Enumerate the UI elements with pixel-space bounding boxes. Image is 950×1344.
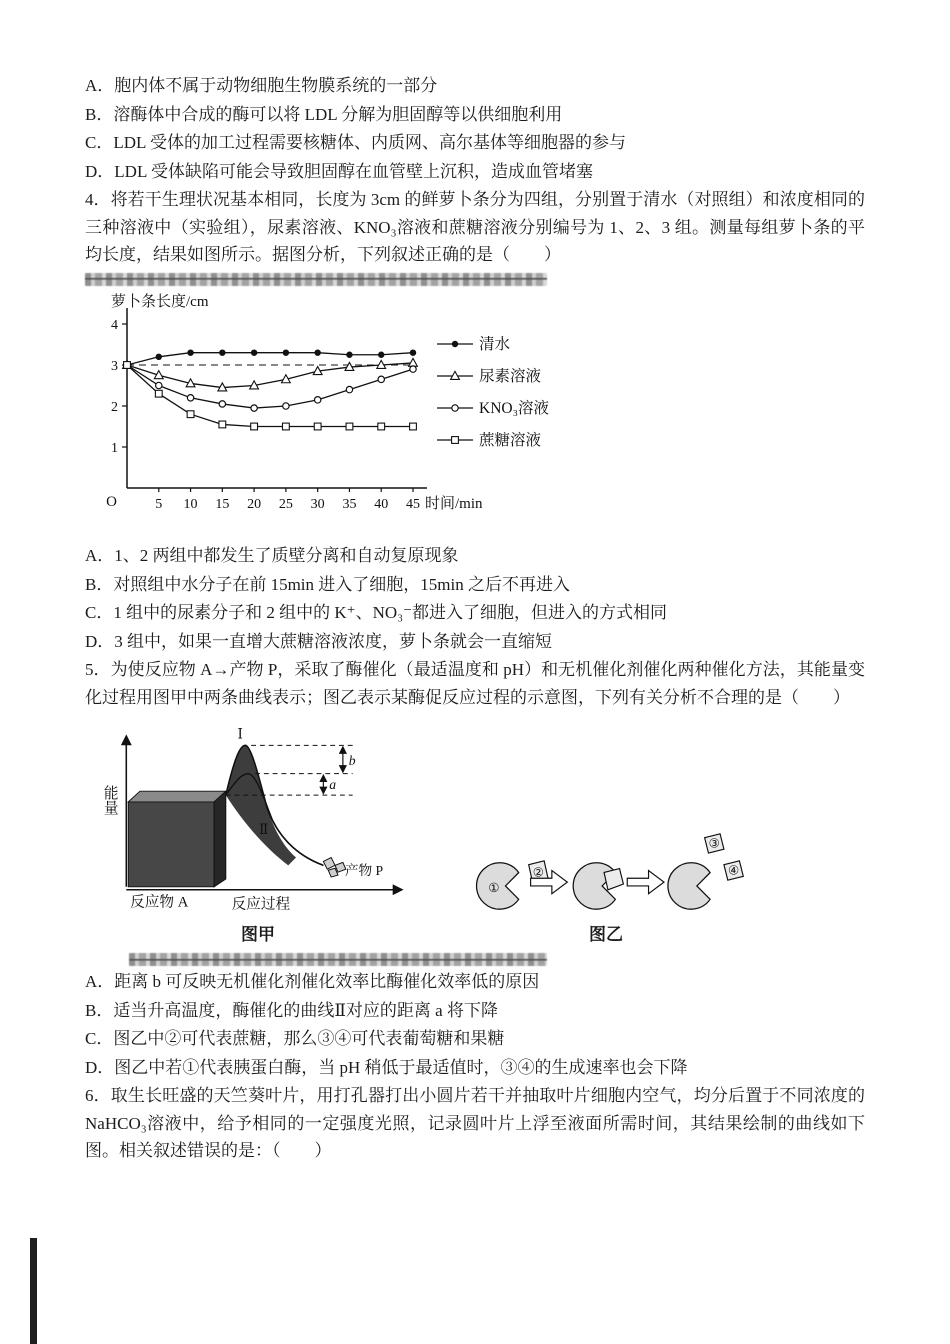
- product-label: 产物 P: [344, 863, 384, 879]
- enzyme-diagram-svg: [461, 822, 751, 919]
- svg-text:20: 20: [247, 496, 262, 512]
- series-line-2: [124, 362, 416, 411]
- smudged-text-line: [85, 273, 547, 286]
- figure-jia: [97, 719, 419, 949]
- svg-text:35: 35: [342, 496, 357, 512]
- peak-one-fill: [226, 746, 296, 866]
- energy-axis-label: 能量: [101, 785, 118, 816]
- series-line-1: [123, 358, 418, 391]
- q5-option-c: C．图乙中②可代表蔗糖，那么③④可代表葡萄糖和果糖: [85, 1029, 505, 1049]
- svg-text:5: 5: [155, 496, 163, 512]
- svg-text:萝卜条长度/cm: 萝卜条长度/cm: [111, 293, 209, 310]
- q3-option-c: C．LDL 受体的加工过程需要核糖体、内质网、高尔基体等细胞器的参与: [85, 133, 627, 153]
- legend-item-2: [437, 399, 549, 417]
- product-number-1: ③: [708, 836, 720, 851]
- reactant-energy-block: [128, 792, 226, 888]
- svg-text:2: 2: [111, 399, 118, 415]
- docked-substrate-shape: [604, 869, 623, 890]
- legend-item-1: [437, 367, 542, 385]
- q4-stem: 4．将若干生理状况基本相同，长度为 3cm 的鲜萝卜条分为四组，分别置于清水（对照组）和浓度相同的三种溶液中（实验组），尿素溶液、KNO₃溶液和蔗糖溶液分别编号为 1、2、3 组。测量每组萝卜条的平均长度，结果如图所示。据图分析，下列叙述正确的是（ ）: [85, 190, 865, 265]
- svg-text:清水: 清水: [479, 335, 511, 353]
- q3-option-d: D．LDL 受体缺陷可能会导致胆固醇在血管壁上沉积，造成血管堵塞: [85, 161, 593, 181]
- process-label: 反应过程: [231, 896, 291, 913]
- svg-text:25: 25: [278, 496, 293, 512]
- svg-text:1: 1: [111, 440, 118, 456]
- q4-option-c: C．1 组中的尿素分子和 2 组中的 K⁺、NO₃⁻都进入了细胞，但进入的方式相同: [85, 603, 668, 623]
- svg-text:尿素溶液: 尿素溶液: [479, 367, 542, 385]
- series-line-3: [124, 361, 417, 429]
- q5-stem: 5．为使反应物 A→产物 P，采取了酶催化（最适温度和 pH）和无机催化剂催化两种催化方法，其能量变化过程用图甲中两条曲线表示；图乙表示某酶促反应过程的示意图，下列有关分析不合理的是（ ）: [85, 660, 865, 707]
- q4-option-d: D．3 组中，如果一直增大蔗糖溶液浓度，萝卜条就会一直缩短: [85, 631, 553, 651]
- q6-stem: 6．取生长旺盛的天竺葵叶片，用打孔器打出小圆片若干并抽取叶片细胞内空气，均分后置于不同浓度的NaHCO₃溶液中，给予相同的一定强度光照，记录圆叶片上浮至液面所需时间，其结果绘制的曲线如下图。相关叙述错误的是：（ ）: [85, 1086, 865, 1161]
- radish-length-chart: [91, 292, 865, 533]
- substrate-number: ②: [532, 865, 544, 880]
- q4-option-b: B．对照组中水分子在前 15min 进入了细胞，15min 之后不再进入: [85, 574, 570, 594]
- svg-text:30: 30: [310, 496, 325, 512]
- svg-text:蔗糖溶液: 蔗糖溶液: [479, 431, 542, 449]
- q4-option-a: A．1、2 两组中都发生了质壁分离和自动复原现象: [85, 546, 459, 566]
- curve-two-label: Ⅱ: [258, 822, 269, 838]
- legend-item-0: [437, 335, 511, 353]
- svg-text:40: 40: [374, 496, 389, 512]
- svg-text:KNO₃溶液: KNO₃溶液: [479, 399, 549, 417]
- figure-yi-caption: 图乙: [589, 925, 623, 945]
- q5-option-d: D．图乙中若①代表胰蛋白酶，当 pH 稍低于最适值时，③④的生成速率也会下降: [85, 1057, 688, 1077]
- enzyme-number: ①: [488, 881, 500, 896]
- svg-text:3: 3: [111, 358, 118, 374]
- enzyme-stage-3: [668, 834, 743, 909]
- svg-text:时间/min: 时间/min: [425, 495, 483, 512]
- line-chart-svg: [91, 292, 567, 524]
- q5-option-a: A．距离 b 可反映无机催化剂催化效率比酶催化效率低的原因: [85, 971, 540, 991]
- enzyme-stage-2: [573, 863, 623, 909]
- svg-text:4: 4: [111, 317, 118, 333]
- scan-artifact-bar: [30, 1238, 37, 1344]
- reactant-label: 反应物 A: [130, 894, 189, 911]
- figure-row: [97, 719, 865, 949]
- q5-option-b: B．适当升高温度，酶催化的曲线Ⅱ对应的距离 a 将下降: [85, 1000, 498, 1020]
- svg-text:45: 45: [406, 496, 420, 512]
- svg-text:10: 10: [183, 496, 198, 512]
- svg-text:15: 15: [215, 496, 230, 512]
- product-cluster: [323, 858, 345, 878]
- product-number-2: ④: [727, 863, 740, 878]
- energy-diagram-svg: [97, 719, 419, 919]
- q3-option-b: B．溶酶体中合成的酶可以将 LDL 分解为胆固醇等以供细胞利用: [85, 104, 563, 124]
- chart-axes: [127, 308, 427, 488]
- q3-option-a: A．胞内体不属于动物细胞生物膜系统的一部分: [85, 76, 438, 95]
- distance-a-label: a: [329, 777, 337, 793]
- reaction-arrow-2: [627, 871, 664, 894]
- figure-jia-caption: 图甲: [241, 925, 275, 945]
- curve-one-label: Ⅰ: [237, 726, 243, 742]
- legend-item-3: [437, 431, 542, 449]
- distance-b-label: b: [348, 753, 356, 769]
- smudged-text-line-2: [129, 953, 547, 966]
- figure-yi: [461, 822, 751, 949]
- svg-text:O: O: [106, 493, 117, 510]
